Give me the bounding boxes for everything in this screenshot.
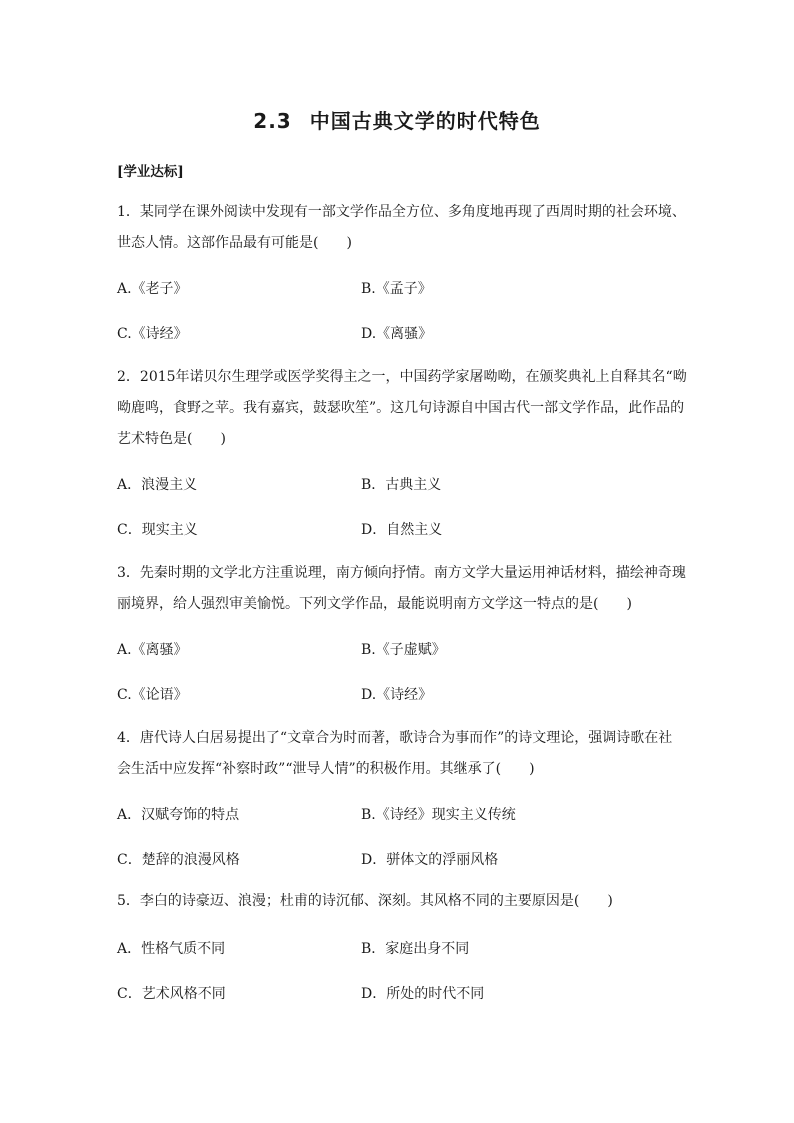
question-2-option-c: C．现实主义 <box>117 522 198 538</box>
question-1-option-d: D.《离骚》 <box>361 326 433 342</box>
question-2-option-b: B．古典主义 <box>361 477 442 493</box>
question-5-stem <box>117 886 692 917</box>
question-2-stem <box>117 362 692 455</box>
question-4-option-a: A．汉赋夸饰的特点 <box>117 807 240 823</box>
section-heading: [学业达标] <box>117 164 184 180</box>
question-5-option-b: B．家庭出身不同 <box>361 941 470 957</box>
question-4-stem <box>117 723 692 785</box>
question-5-line-1: 5．李白的诗豪迈、浪漫；杜甫的诗沉郁、深刻。其风格不同的主要原因是( ) <box>117 893 613 909</box>
question-4-line-2: 会生活中应发挥“补察时政”“泄导人情”的积极作用。其继承了( ) <box>117 761 535 777</box>
page-title <box>0 105 794 134</box>
question-2-line-1: 2．2015年诺贝尔生理学或医学奖得主之一，中国药学家屠呦呦，在颁奖典礼上自释其名“呦 <box>117 369 687 385</box>
title-number: 2.3 <box>253 109 292 133</box>
question-4-option-c: C．楚辞的浪漫风格 <box>117 852 240 868</box>
question-3-option-c: C.《论语》 <box>117 687 188 703</box>
question-2-option-a: A．浪漫主义 <box>117 477 198 493</box>
question-1-stem <box>117 197 692 259</box>
question-1-line-1: 1．某同学在课外阅读中发现有一部文学作品全方位、多角度地再现了西周时期的社会环境、 <box>117 204 686 220</box>
question-3-option-a: A.《离骚》 <box>117 642 188 658</box>
question-1-option-a: A.《老子》 <box>117 281 188 297</box>
question-2-line-2: 呦鹿鸣，食野之苹。我有嘉宾，鼓瑟吹笙”。这几句诗源自中国古代一部文学作品，此作品的 <box>117 400 685 416</box>
question-1-option-b: B.《孟子》 <box>361 281 432 297</box>
question-2-option-d: D．自然主义 <box>361 522 443 538</box>
question-3-line-1: 3．先秦时期的文学北方注重说理，南方倾向抒情。南方文学大量运用神话材料，描绘神奇瑰 <box>117 565 686 581</box>
question-1-option-c: C.《诗经》 <box>117 326 188 342</box>
question-2-line-3: 艺术特色是( ) <box>117 431 226 447</box>
title-text: 中国古典文学的时代特色 <box>309 109 541 133</box>
question-5-option-a: A．性格气质不同 <box>117 941 226 957</box>
question-1-line-2: 世态人情。这部作品最有可能是( ) <box>117 235 352 251</box>
question-4-option-b: B.《诗经》现实主义传统 <box>361 807 516 823</box>
question-5-option-d: D．所处的时代不同 <box>361 986 485 1002</box>
question-4-option-d: D．骈体文的浮丽风格 <box>361 852 499 868</box>
question-3-line-2: 丽境界，给人强烈审美愉悦。下列文学作品，最能说明南方文学这一特点的是( ) <box>117 596 632 612</box>
question-3-option-b: B.《子虚赋》 <box>361 642 446 658</box>
question-3-stem <box>117 558 692 620</box>
question-3-option-d: D.《诗经》 <box>361 687 433 703</box>
question-4-line-1: 4．唐代诗人白居易提出了“文章合为时而著，歌诗合为事而作”的诗文理论，强调诗歌在社 <box>117 730 673 746</box>
question-5-option-c: C．艺术风格不同 <box>117 986 226 1002</box>
